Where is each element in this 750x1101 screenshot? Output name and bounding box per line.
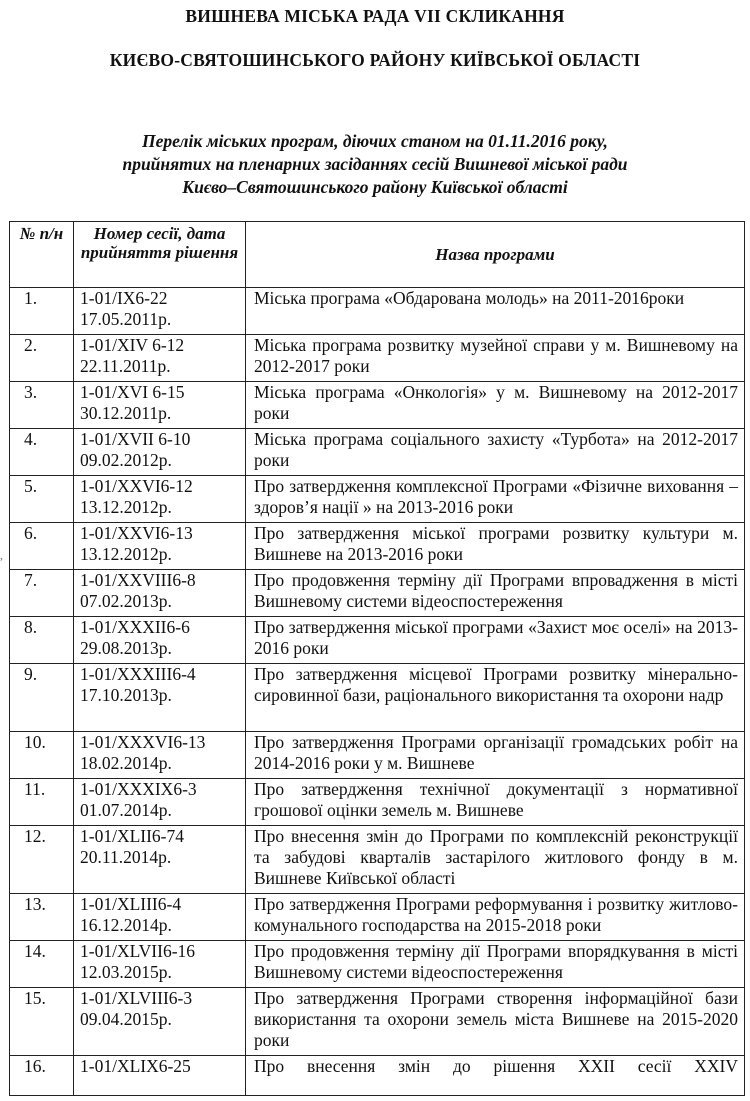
program-name: Міська програма «Обдарована молодь» на 2011-2016роки bbox=[246, 288, 745, 335]
subtitle-line-2: прийнятих на пленарних засіданнях сесій Вишневої міської ради bbox=[122, 154, 628, 174]
session-code: 1-01/XXXVI6-13 bbox=[80, 732, 206, 752]
session-date: 17.10.2013р. bbox=[80, 685, 172, 705]
session-date: 16.12.2014р. bbox=[80, 915, 172, 935]
row-number: 11. bbox=[10, 779, 74, 826]
session-date: 17.05.2011р. bbox=[80, 309, 172, 329]
table-header-row bbox=[10, 222, 745, 288]
session-code: 1-01/XLIII6-4 bbox=[80, 894, 182, 914]
row-number: 13. bbox=[10, 894, 74, 941]
program-name: Міська програма розвитку музейної справи у м. Вишневому на 2012-2017 роки bbox=[246, 335, 745, 382]
district-title: КИЄВО-СВЯТОШИНСЬКОГО РАЙОНУ КИЇВСЬКОЇ ОБЛАСТІ bbox=[109, 50, 641, 70]
program-name: Про затвердження комплексної Програми «Фізичне виховання – здоров’я нації » на 2013-2016 роки bbox=[246, 476, 745, 523]
col-session-header: Номер сесії, дата прийняття рішення bbox=[74, 222, 246, 288]
session-code: 1-01/XXXII6-6 bbox=[80, 617, 190, 637]
table-row bbox=[10, 826, 745, 894]
table-row bbox=[10, 988, 745, 1056]
row-session bbox=[74, 382, 246, 429]
row-number: 15. bbox=[10, 988, 74, 1056]
row-session bbox=[74, 429, 246, 476]
session-code: 1-01/XXXIII6-4 bbox=[80, 664, 196, 684]
program-name: Про внесення змін до Програми по комплексній реконструкції та забудові кварталів застарілого житлового фонду в м. Вишневе Київської області bbox=[246, 826, 745, 894]
session-date: 18.02.2014р. bbox=[80, 753, 172, 773]
program-name: Про внесення змін до рішення XXII сесії XXIV bbox=[246, 1056, 745, 1096]
row-session bbox=[74, 476, 246, 523]
program-name: Міська програма соціального захисту «Турбота» на 2012-2017 роки bbox=[246, 429, 745, 476]
session-date: 20.11.2014р. bbox=[80, 847, 172, 867]
program-name: Про затвердження Програми організації громадських робіт на 2014-2016 роки у м. Вишневе bbox=[246, 732, 745, 779]
program-name: Про затвердження міської програми «Захист моє оселі» на 2013-2016 роки bbox=[246, 617, 745, 664]
row-session bbox=[74, 779, 246, 826]
row-number: 1. bbox=[10, 288, 74, 335]
table-row bbox=[10, 335, 745, 382]
session-code: 1-01/IX6-22 bbox=[80, 288, 168, 308]
row-session bbox=[74, 288, 246, 335]
session-code: 1-01/XLIX6-25 bbox=[80, 1056, 191, 1076]
session-date: 09.02.2012р. bbox=[80, 450, 172, 470]
row-number: 14. bbox=[10, 941, 74, 988]
session-code: 1-01/XXXIX6-3 bbox=[80, 779, 197, 799]
row-number: 5. bbox=[10, 476, 74, 523]
program-name: Про затвердження Програми реформування і розвитку житлово-комунального господарства на 2015-2018 роки bbox=[246, 894, 745, 941]
table-row bbox=[10, 941, 745, 988]
row-session bbox=[74, 826, 246, 894]
row-session bbox=[74, 617, 246, 664]
program-name: Про затвердження місцевої Програми розвитку мінерально-сировинної бази, раціонального використання та охорони надр bbox=[246, 664, 745, 732]
row-number: 6. bbox=[10, 523, 74, 570]
row-session bbox=[74, 335, 246, 382]
program-name: Міська програма «Онкологія» у м. Вишневому на 2012-2017 роки bbox=[246, 382, 745, 429]
program-name: Про продовження терміну дії Програми впровадження в місті Вишневому системи відеоспостереження bbox=[246, 570, 745, 617]
row-session bbox=[74, 894, 246, 941]
session-date: 13.12.2012р. bbox=[80, 497, 172, 517]
session-date: 13.12.2012р. bbox=[80, 544, 172, 564]
col-number-header: № п/н bbox=[10, 222, 74, 288]
table-row bbox=[10, 476, 745, 523]
table-row bbox=[10, 523, 745, 570]
table-row bbox=[10, 894, 745, 941]
row-session bbox=[74, 941, 246, 988]
row-session bbox=[74, 1056, 246, 1096]
table-row bbox=[10, 1056, 745, 1096]
session-date: 01.07.2014р. bbox=[80, 800, 172, 820]
session-date: 09.04.2015р. bbox=[80, 1009, 172, 1029]
table-row bbox=[10, 288, 745, 335]
council-title: ВИШНЕВА МІСЬКА РАДА VII СКЛИКАННЯ bbox=[185, 6, 565, 26]
row-session bbox=[74, 664, 246, 732]
session-code: 1-01/XXVI6-13 bbox=[80, 523, 193, 543]
session-code: 1-01/XXVI6-12 bbox=[80, 476, 193, 496]
program-name: Про затвердження міської програми розвитку культури м. Вишневе на 2013-2016 роки bbox=[246, 523, 745, 570]
row-number: 7. bbox=[10, 570, 74, 617]
program-name: Про затвердження Програми створення інформаційної бази використання та охорони земель міста Вишневе на 2015-2020 роки bbox=[246, 988, 745, 1056]
table-row bbox=[10, 382, 745, 429]
col-name-header: Назва програми bbox=[246, 222, 745, 288]
session-date: 30.12.2011р. bbox=[80, 403, 172, 423]
session-code: 1-01/XVII 6-10 bbox=[80, 429, 191, 449]
session-code: 1-01/XIV 6-12 bbox=[80, 335, 185, 355]
row-session bbox=[74, 523, 246, 570]
row-session bbox=[74, 732, 246, 779]
session-code: 1-01/XLII6-74 bbox=[80, 826, 185, 846]
session-date: 12.03.2015р. bbox=[80, 962, 172, 982]
table-row bbox=[10, 617, 745, 664]
table-row bbox=[10, 732, 745, 779]
table-row bbox=[10, 779, 745, 826]
session-date: 22.11.2011р. bbox=[80, 356, 171, 376]
row-number: 16. bbox=[10, 1056, 74, 1096]
document-subtitle bbox=[0, 130, 750, 199]
session-code: 1-01/XLVIII6-3 bbox=[80, 988, 193, 1008]
row-number: 9. bbox=[10, 664, 74, 732]
row-number: 4. bbox=[10, 429, 74, 476]
session-code: 1-01/XLVII6-16 bbox=[80, 941, 196, 961]
program-name: Про затвердження технічної документації з нормативної грошової оцінки земель м. Вишневе bbox=[246, 779, 745, 826]
row-number: 10. bbox=[10, 732, 74, 779]
session-date: 29.08.2013р. bbox=[80, 638, 172, 658]
table-row bbox=[10, 570, 745, 617]
row-number: 3. bbox=[10, 382, 74, 429]
program-name: Про продовження терміну дії Програми впорядкування в місті Вишневому системи відеоспостереження bbox=[246, 941, 745, 988]
subtitle-line-3: Києво–Святошинського району Київської області bbox=[182, 177, 568, 197]
row-session bbox=[74, 988, 246, 1056]
session-code: 1-01/XVI 6-15 bbox=[80, 382, 185, 402]
row-session bbox=[74, 570, 246, 617]
row-number: 12. bbox=[10, 826, 74, 894]
row-number: 2. bbox=[10, 335, 74, 382]
session-code: 1-01/XXVIII6-8 bbox=[80, 570, 196, 590]
session-date: 07.02.2013р. bbox=[80, 591, 172, 611]
subtitle-line-1: Перелік міських програм, діючих станом на 01.11.2016 року, bbox=[142, 131, 608, 151]
table-row bbox=[10, 664, 745, 732]
programs-table bbox=[9, 221, 745, 1096]
scan-mark: , bbox=[0, 548, 3, 562]
row-number: 8. bbox=[10, 617, 74, 664]
table-row bbox=[10, 429, 745, 476]
